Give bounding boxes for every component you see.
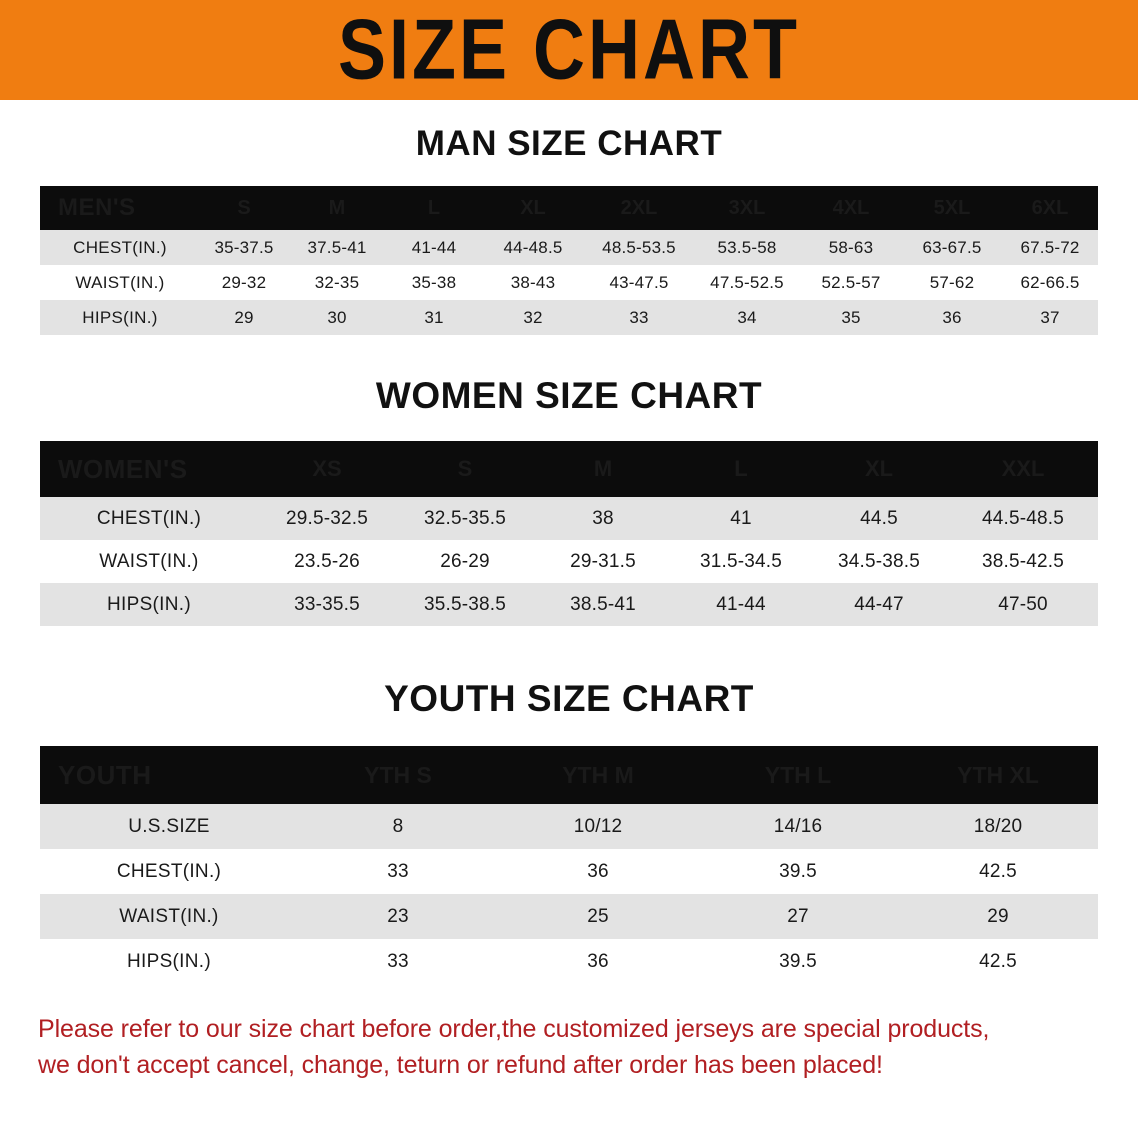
man-header-6xl: 6XL [1002,186,1098,230]
women-chest-xxl: 44.5-48.5 [948,497,1098,540]
table-row [40,300,1098,335]
youth-hips-yth-m: 36 [498,939,698,984]
women-header-s: S [396,441,534,497]
youth-row-chest-label: CHEST(IN.) [40,849,298,894]
man-hips-5xl: 36 [902,300,1002,335]
youth-ussize-yth-m: 10/12 [498,804,698,849]
man-hips-3xl: 34 [694,300,800,335]
man-chest-s: 35-37.5 [200,230,288,265]
page-title: SIZE CHART [338,2,800,98]
table-row [40,230,1098,265]
footer-disclaimer [38,1012,1100,1083]
youth-waist-yth-xl: 29 [898,894,1098,939]
man-header-4xl: 4XL [800,186,902,230]
women-hips-xl: 44-47 [810,583,948,626]
women-header-xl: XL [810,441,948,497]
women-row-waist-label: WAIST(IN.) [40,540,258,583]
man-hips-m: 30 [288,300,386,335]
man-header-xl: XL [482,186,584,230]
women-chest-s: 32.5-35.5 [396,497,534,540]
man-hips-6xl: 37 [1002,300,1098,335]
man-header-l: L [386,186,482,230]
man-waist-m: 32-35 [288,265,386,300]
man-header-m: M [288,186,386,230]
women-chest-xs: 29.5-32.5 [258,497,396,540]
man-chest-xl: 44-48.5 [482,230,584,265]
man-waist-6xl: 62-66.5 [1002,265,1098,300]
youth-hips-yth-xl: 42.5 [898,939,1098,984]
man-header-3xl: 3XL [694,186,800,230]
youth-header-yth-s: YTH S [298,746,498,804]
youth-chest-yth-l: 39.5 [698,849,898,894]
footer-line-2: we don't accept cancel, change, teturn or refund after order has been placed! [38,1050,883,1079]
man-hips-s: 29 [200,300,288,335]
women-header-l: L [672,441,810,497]
man-waist-l: 35-38 [386,265,482,300]
man-header-5xl: 5XL [902,186,1002,230]
women-chest-m: 38 [534,497,672,540]
youth-ussize-yth-l: 14/16 [698,804,898,849]
women-hips-m: 38.5-41 [534,583,672,626]
man-hips-2xl: 33 [584,300,694,335]
women-row-chest-label: CHEST(IN.) [40,497,258,540]
youth-header-yth-m: YTH M [498,746,698,804]
man-hips-l: 31 [386,300,482,335]
women-chest-l: 41 [672,497,810,540]
women-hips-s: 35.5-38.5 [396,583,534,626]
women-waist-l: 31.5-34.5 [672,540,810,583]
youth-header-label: YOUTH [40,746,298,804]
man-chest-4xl: 58-63 [800,230,902,265]
youth-header-yth-l: YTH L [698,746,898,804]
youth-row-waist-label: WAIST(IN.) [40,894,298,939]
youth-header-row [40,746,1098,804]
youth-chest-yth-m: 36 [498,849,698,894]
women-hips-xs: 33-35.5 [258,583,396,626]
women-waist-xs: 23.5-26 [258,540,396,583]
man-waist-4xl: 52.5-57 [800,265,902,300]
youth-ussize-yth-s: 8 [298,804,498,849]
man-row-chest-label: CHEST(IN.) [40,230,200,265]
man-header-2xl: 2XL [584,186,694,230]
youth-section-title: YOUTH SIZE CHART [384,678,754,719]
man-header-s: S [200,186,288,230]
women-header-m: M [534,441,672,497]
man-chest-l: 41-44 [386,230,482,265]
table-row [40,583,1098,626]
youth-waist-yth-l: 27 [698,894,898,939]
youth-row-hips-label: HIPS(IN.) [40,939,298,984]
youth-header-yth-xl: YTH XL [898,746,1098,804]
man-header-row [40,186,1098,230]
table-row [40,265,1098,300]
youth-chest-yth-xl: 42.5 [898,849,1098,894]
table-row [40,894,1098,939]
youth-ussize-yth-xl: 18/20 [898,804,1098,849]
youth-chest-yth-s: 33 [298,849,498,894]
man-size-table [40,186,1098,335]
women-header-row [40,441,1098,497]
youth-hips-yth-l: 39.5 [698,939,898,984]
man-waist-xl: 38-43 [482,265,584,300]
women-size-table [40,441,1098,626]
youth-row-ussize-label: U.S.SIZE [40,804,298,849]
women-waist-xl: 34.5-38.5 [810,540,948,583]
man-waist-2xl: 43-47.5 [584,265,694,300]
youth-size-table [40,746,1098,984]
women-chest-xl: 44.5 [810,497,948,540]
man-table-wrapper [40,186,1098,335]
women-table-wrapper [40,441,1098,626]
women-header-xxl: XXL [948,441,1098,497]
man-chest-6xl: 67.5-72 [1002,230,1098,265]
table-row [40,497,1098,540]
women-hips-l: 41-44 [672,583,810,626]
man-chest-3xl: 53.5-58 [694,230,800,265]
women-row-hips-label: HIPS(IN.) [40,583,258,626]
man-waist-5xl: 57-62 [902,265,1002,300]
table-row [40,939,1098,984]
women-waist-xxl: 38.5-42.5 [948,540,1098,583]
man-waist-s: 29-32 [200,265,288,300]
man-chest-m: 37.5-41 [288,230,386,265]
man-section-title: MAN SIZE CHART [415,124,723,163]
women-header-xs: XS [258,441,396,497]
youth-waist-yth-s: 23 [298,894,498,939]
footer-line-1: Please refer to our size chart before order,the customized jerseys are special products, [38,1015,990,1043]
youth-hips-yth-s: 33 [298,939,498,984]
man-waist-3xl: 47.5-52.5 [694,265,800,300]
women-hips-xxl: 47-50 [948,583,1098,626]
youth-table-wrapper [40,746,1098,984]
man-row-hips-label: HIPS(IN.) [40,300,200,335]
man-chest-5xl: 63-67.5 [902,230,1002,265]
page-banner [0,0,1138,100]
man-header-label: MEN'S [40,186,200,230]
man-chest-2xl: 48.5-53.5 [584,230,694,265]
women-section-title: WOMEN SIZE CHART [375,375,763,416]
man-row-waist-label: WAIST(IN.) [40,265,200,300]
table-row [40,540,1098,583]
man-hips-xl: 32 [482,300,584,335]
table-row [40,849,1098,894]
youth-waist-yth-m: 25 [498,894,698,939]
women-waist-m: 29-31.5 [534,540,672,583]
women-waist-s: 26-29 [396,540,534,583]
women-header-label: WOMEN'S [40,441,258,497]
table-row [40,804,1098,849]
man-hips-4xl: 35 [800,300,902,335]
